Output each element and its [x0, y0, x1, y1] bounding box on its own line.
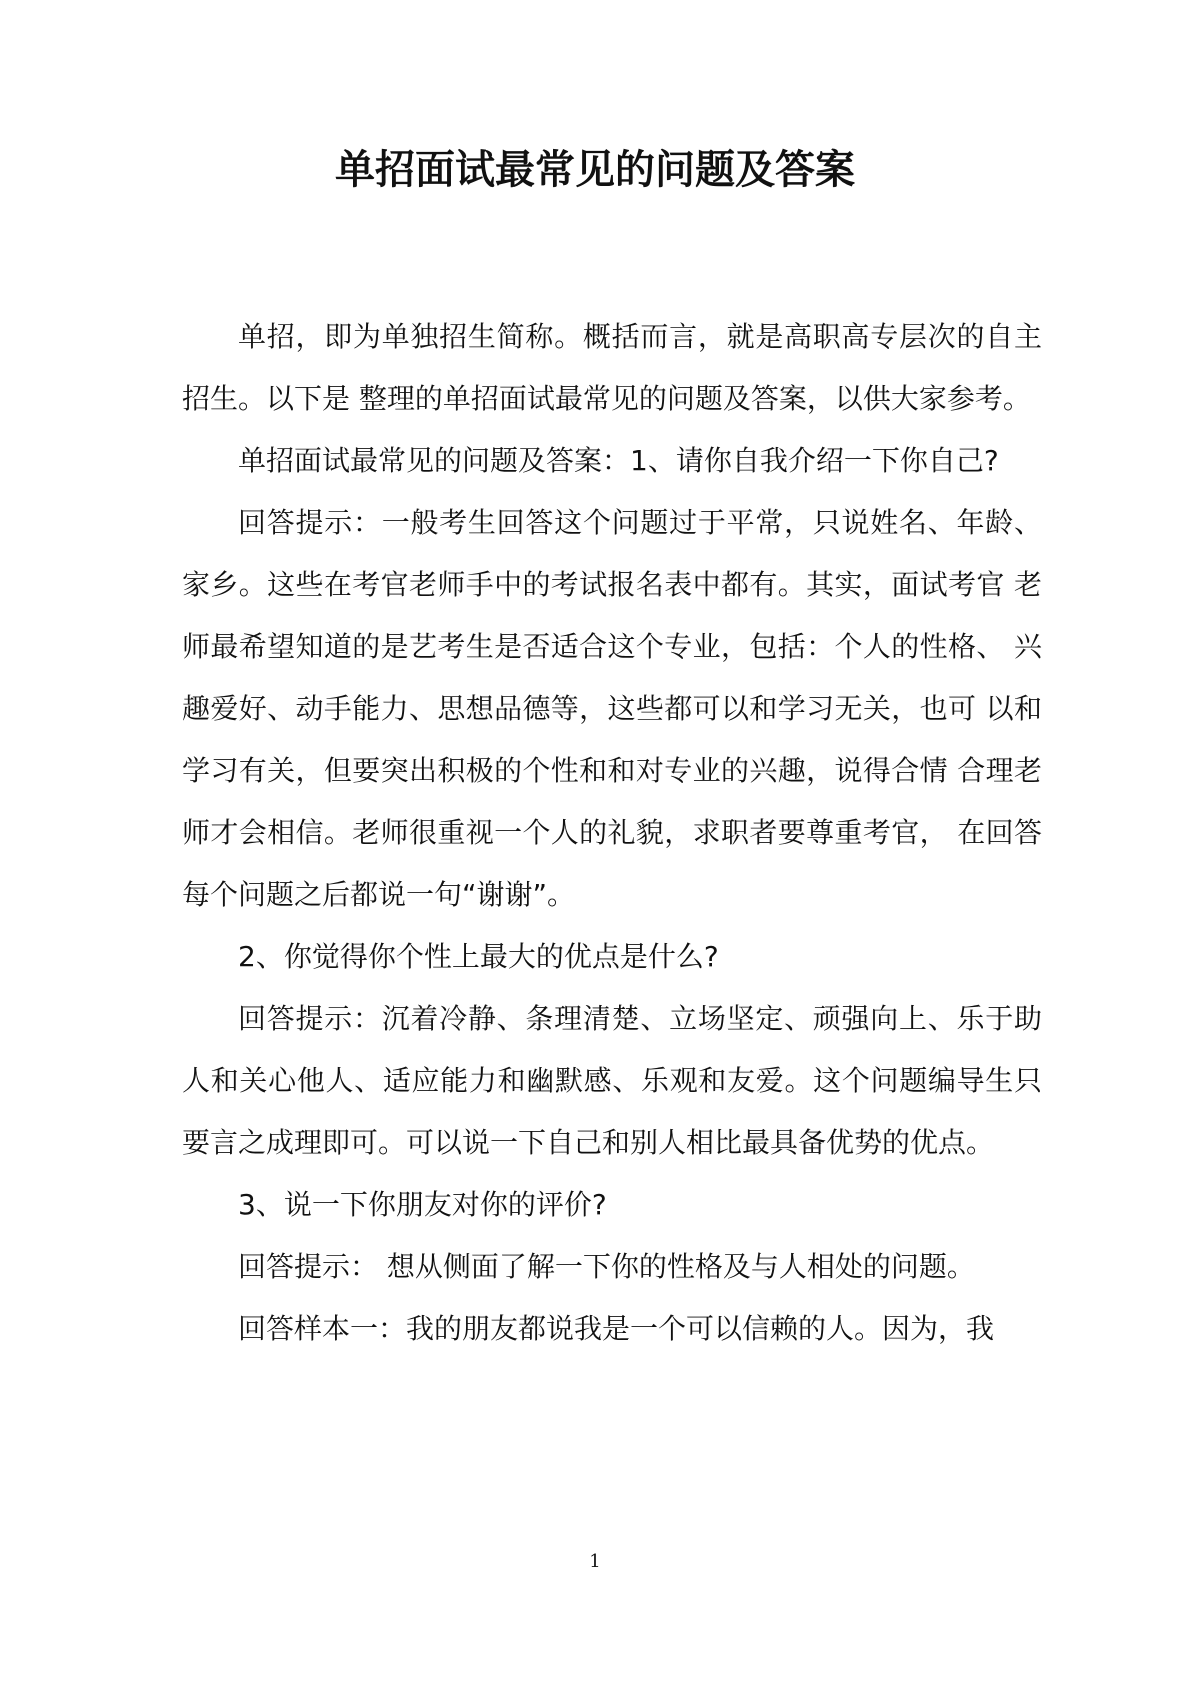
document-body [182, 306, 1042, 1360]
paragraph-question-2: 2、你觉得你个性上最大的优点是什么? [238, 940, 719, 973]
paragraph-answer-3-sample: 回答样本一：我的朋友都说我是一个可以信赖的人。因为，我 [238, 1312, 995, 1345]
paragraph-answer-3-hint: 回答提示： 想从侧面了解一下你的性格及与人相处的问题。 [238, 1250, 975, 1283]
paragraph-answer-1: 回答提示：一般考生回答这个问题过于平常，只说姓名、年龄、家乡。这些在考官老师手中的考试报名表中都有。其实，面试考官 老师最希望知道的是艺考生是否适合这个专业，包括：个人的性格、 兴趣爱好、动手能力、思想品德等，这些都可以和学习无关，也可 以和学习有关，但要突出积极的个性和和对专业的兴趣，说得合情 合理老师才会相信。老师很重视一个人的礼貌，求职者要尊重考官， 在回答每个问题之后都说一句“谢谢”。 [182, 506, 1042, 911]
paragraph-question-1: 单招面试最常见的问题及答案：1、请你自我介绍一下你自己? [238, 444, 999, 477]
paragraph-question-3: 3、说一下你朋友对你的评价? [238, 1188, 607, 1221]
paragraph-intro: 单招，即为单独招生简称。概括而言，就是高职高专层次的自主招生。以下是 整理的单招面试最常见的问题及答案，以供大家参考。 [182, 320, 1042, 415]
paragraph-answer-2: 回答提示：沉着冷静、条理清楚、立场坚定、顽强向上、乐于助人和关心他人、适应能力和幽默感、乐观和友爱。这个问题编导生只要言之成理即可。可以说一下自己和别人相比最具备优势的优点。 [182, 1002, 1042, 1159]
document-title: 单招面试最常见的问题及答案 [335, 147, 855, 193]
page-number: 1 [589, 1551, 601, 1572]
